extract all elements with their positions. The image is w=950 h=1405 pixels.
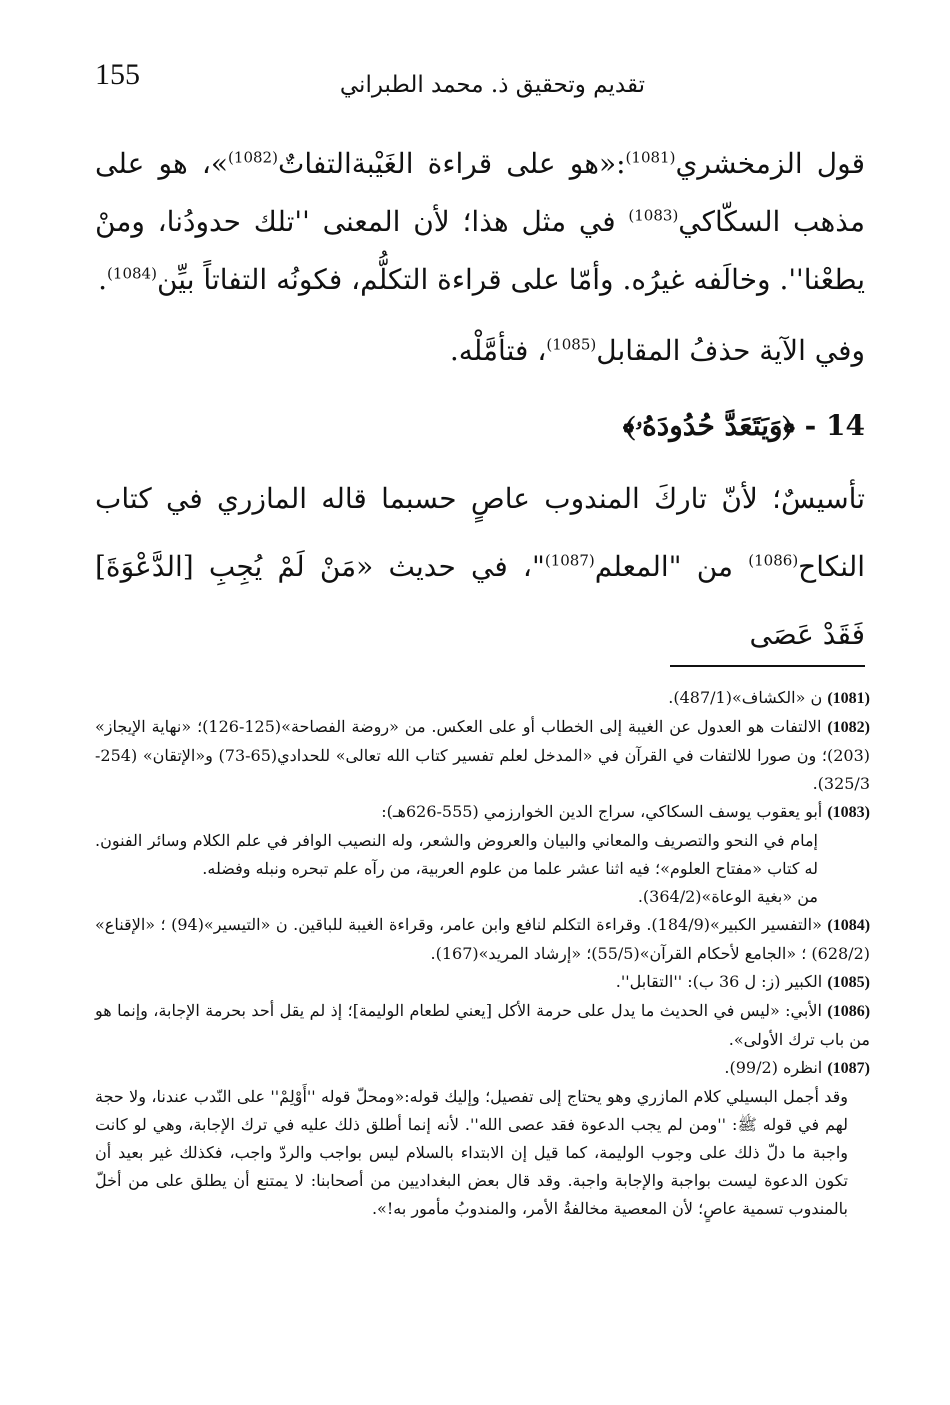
footnote-text: ن «الكشاف»(487/1). (668, 688, 823, 707)
footnote-1081 (95, 684, 870, 713)
text-span: »، هو على مذهب السكّاكي (95, 147, 865, 238)
footnote-number: (1081) (827, 690, 870, 707)
footnotes (95, 684, 870, 1223)
text-span: قول الزمخشري (675, 147, 865, 180)
footnote-number: (1085) (827, 974, 870, 991)
footnote-1087 (95, 1054, 870, 1083)
text-span: . (98, 263, 108, 296)
verse-heading: 14 - ﴿وَيَتَعَدَّ حُدُودَهُۥ﴾ (622, 409, 865, 442)
page-number: 155 (95, 58, 140, 91)
footnote-1085 (95, 968, 870, 997)
footnote-1083-source: من «بغية الوعاة»(364/2). (637, 887, 818, 906)
footnote-ref-1085[interactable]: (1085) (546, 335, 597, 354)
footnote-ref-1084[interactable]: (1084) (107, 264, 157, 283)
footnote-1087-note: وقد أجمل البسيلي كلام المازري وهو يحتاج إلى تفصيل؛ وإليك قوله:«ومحلّ قوله ''أَوْلِمْ'' على النّدب عندنا، ولا حجة لهم في قوله ﷺ: ''ومن لم يجب الدعوة فقد عصى الله''. لأنه إنما أطلق ذلك عليه في ترك الإجابة، وهي لو كانت واجبة ما دلّ ذلك على وجوب الوليمة، كما قيل إن الابتداء بالسلام ليس بواجب والردّ واجب، فكذلك غير بعيد أن تكون الدعوة ليست بواجبة والإجابة واجبة. وقد قال بعض البغداديين من أصحابنا: لا يمتنع أن يطلق على من أخلّ بالمندوب تسمية عاصٍ؛ لأن المعصية مخالفةُ الأمر، والمندوبُ مأمور به!». (95, 1087, 849, 1218)
footnote-1083-bio: إمام في النحو والتصريف والمعاني والبيان والعروض والشعر، وله النصيب الوافر في علم الكلام وسائر الفنون. له كتاب «مفتاح العلوم»؛ فيه اثنا عشر علما من علوم العربية، من رآه علم تبحره ونبله وفضله. (95, 831, 818, 878)
footnote-number: (1082) (827, 719, 870, 736)
running-title: تقديم وتحقيق ذ. محمد الطبراني (339, 72, 645, 98)
footnote-1082 (95, 713, 870, 798)
footnote-ref-1082[interactable]: (1082) (228, 148, 278, 167)
footnote-ref-1086[interactable]: (1086) (748, 551, 799, 570)
footnote-text: الالتفات هو العدول عن الغيبة إلى الخطاب أو على العكس. من «روضة الفصاحة»(125-126)؛ «نهاية الإيجاز» (203)؛ ون صورا للالتفات في القرآن في «المدخل لعلم تفسير كتاب الله تعالى» للحدادي(65-73) و«الإتقان» (254-325/3). (95, 717, 870, 793)
paragraph-tasis (95, 465, 865, 669)
text-span: "، في حديث «مَنْ لَمْ يُجِبِ [الدَّعْوَةَ] فَقَدْ عَصَى (95, 550, 865, 651)
main-text (95, 135, 865, 677)
paragraph-zamakhshari (95, 135, 865, 309)
footnote-1086 (95, 997, 870, 1054)
text-span: من "المعلم (594, 550, 749, 583)
page-header (95, 48, 865, 108)
footnote-number: (1086) (827, 1003, 871, 1020)
footnote-text: «التفسير الكبير»(184/9). وقراءة التكلم لنافع وابن عامر، وقراءة الغيبة للباقين. ن «التيسير»(94) ؛ «الإقناع» (628/2) ؛ «الجامع لأحكام القرآن»(55/5)؛ «إرشاد المريد»(167). (95, 915, 870, 963)
text-span: وفي الآية حذفُ المقابل (596, 334, 865, 367)
text-span: :«هو على قراءة الغَيْبةالتفاتٌ (277, 147, 626, 180)
footnote-number: (1084) (827, 917, 871, 934)
footnote-number: (1087) (827, 1060, 870, 1077)
footnote-1084 (95, 911, 870, 968)
text-span: ، فتأمَّلْه. (449, 334, 547, 367)
footnote-text: أبو يعقوب يوسف السكاكي، سراج الدين الخوارزمي (555-626هـ): (381, 802, 823, 821)
footnote-ref-1087[interactable]: (1087) (544, 551, 595, 570)
footnote-text: الأبي: «ليس في الحديث ما يدل على حرمة الأكل [يعني لطعام الوليمة]؛ إذ لم يقل أحد بحرمة الإجابة، وإنما هو من باب ترك الأولى». (95, 1001, 870, 1049)
footnote-divider (670, 665, 865, 667)
footnote-text: انظره (99/2). (724, 1058, 823, 1077)
footnote-number: (1083) (827, 804, 870, 821)
footnote-text: الكبير (ز: ل 36 ب): ''التقابل''. (615, 972, 823, 991)
footnote-ref-1083[interactable]: (1083) (628, 206, 679, 225)
footnote-1083 (95, 798, 870, 827)
paragraph-muqabil (95, 317, 865, 385)
text-span: تأسيسٌ؛ لأنّ تاركَ المندوب عاصٍ حسبما قاله المازري في كتاب النكاح (95, 482, 865, 583)
text-span: في مثل هذا؛ لأن المعنى ''تلك حدودُنا، ومنْ يطعْنا''. وخالَفه غيرُه. وأمّا على قراءة التكلُّم، فكونُه التفاتاً بيِّن (95, 205, 865, 296)
footnote-ref-1081[interactable]: (1081) (625, 148, 676, 167)
